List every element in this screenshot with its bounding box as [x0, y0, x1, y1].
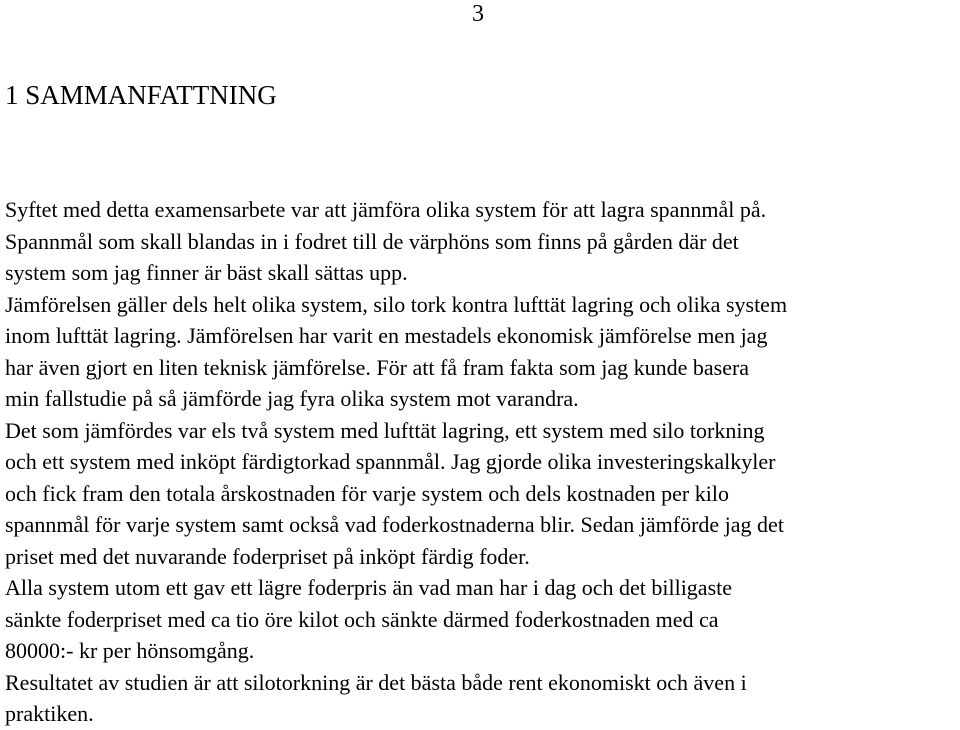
- text-line: min fallstudie på så jämförde jag fyra olika system mot varandra.: [5, 386, 579, 411]
- text-line: Resultatet av studien är att silotorkning är det bästa både rent ekonomiskt och även i: [5, 669, 747, 695]
- text-line: Jämförelsen gäller dels helt olika system, silo tork kontra lufttät lagring och olika system: [5, 291, 788, 317]
- text-line: inom lufttät lagring. Jämförelsen har varit en mestadels ekonomisk jämförelse men jag: [5, 323, 768, 348]
- paragraph: [5, 289, 955, 415]
- text-line: sänkte foderpriset med ca tio öre kilot och sänkte därmed foderkostnaden med ca: [5, 606, 719, 632]
- text-line: priset med det nuvarande foderpriset på inköpt färdig foder.: [5, 543, 530, 569]
- text-line: Alla system utom ett gav ett lägre foderpris än vad man har i dag och det billigaste: [5, 575, 733, 600]
- page-number: 3: [472, 1, 484, 27]
- text-line: spannmål för varje system samt också vad foderkostnaderna blir. Sedan jämförde jag det: [5, 512, 784, 537]
- text-line: Spannmål som skall blandas in i fodret till de värphöns som finns på gården där det: [5, 228, 739, 254]
- text-line: 80000:- kr per hönsomgång.: [5, 638, 255, 663]
- summary-body: [5, 194, 955, 730]
- text-line: Syftet med detta examensarbete var att jämföra olika system för att lagra spannmål på.: [5, 197, 767, 222]
- text-line: har även gjort en liten teknisk jämförelse. För att få fram fakta som jag kunde basera: [5, 354, 750, 380]
- text-line: och ett system med inköpt färdigtorkad spannmål. Jag gjorde olika investeringskalkyler: [5, 449, 776, 474]
- text-line: praktiken.: [5, 701, 94, 726]
- text-line: system som jag finner är bäst skall sättas upp.: [5, 260, 408, 285]
- paragraph: [5, 194, 955, 289]
- paragraph: [5, 572, 955, 667]
- text-line: Det som jämfördes var els två system med lufttät lagring, ett system med silo torkning: [5, 417, 765, 443]
- text-line: och fick fram den totala årskostnaden för varje system och dels kostnaden per kilo: [5, 480, 729, 506]
- section-heading: 1 SAMMANFATTNING: [5, 80, 277, 110]
- paragraph: [5, 415, 955, 573]
- paragraph: [5, 667, 955, 730]
